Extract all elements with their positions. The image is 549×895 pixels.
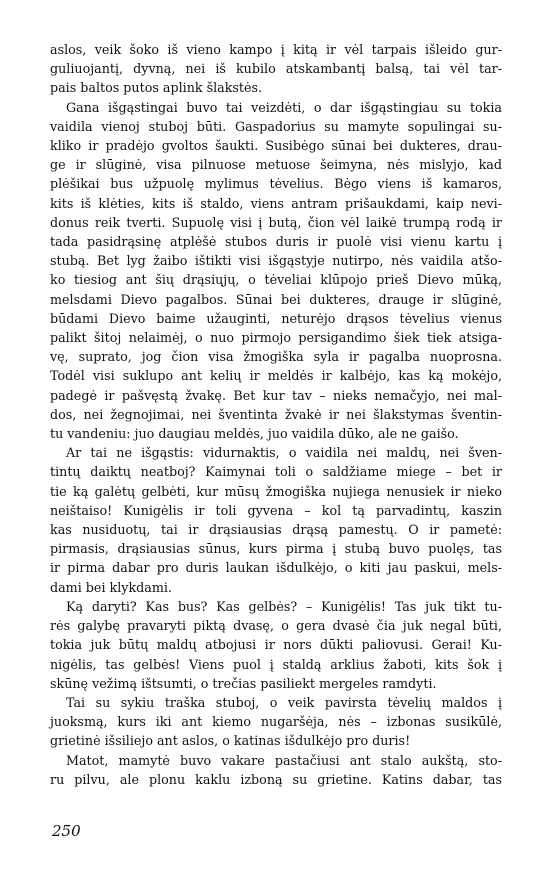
text-line: pirmasis, drąsiausias sūnus, kurs pirma į stubą buvo puolęs, tas — [50, 541, 502, 557]
text-line: tintų daiktų neatboj? Kaimynai toli o saldžiame miege – bet ir — [50, 464, 502, 480]
text-line: Gana išgąstingai buvo tai veizdėti, o dar išgąstingiau su tokia — [66, 99, 502, 115]
text-line: ir pirma dabar pro duris laukan išdulkėjo, o kiti jau paskui, mels- — [50, 560, 502, 576]
text-line: neištaiso! Kunigėlis ir toli gyvena – kol tą parvadintų, kaszin — [50, 502, 502, 518]
text-line: Tai su sykiu traška stuboj, o veik pavirsta tėvelių maldos į — [66, 694, 502, 710]
text-line: tada pasidrąsinę atplėšė stubos duris ir puolė visi vienu kartu į — [50, 234, 502, 250]
text-line: vę, suprato, jog čion visa žmogiška syla ir pagalba nuoprosna. — [50, 349, 502, 365]
text-line: skūnę vežimą ištsumti, o trečias pasiliekt mergeles ramdyti. — [50, 675, 437, 691]
text-line: ru pilvu, ale plonu kaklu izboną su grietine. Katins dabar, tas — [50, 771, 502, 787]
text-line: tu vandeniu: juo daugiau meldės, juo vaidila dūko, ale ne gaišo. — [50, 426, 459, 442]
text-line: dos, nei žegnojimai, nei šventinta žvakė ir nei šlakstymas šventin- — [50, 406, 502, 422]
text-line: palikt šitoj nelaimėj, o nuo pirmojo persigandimo šiek tiek atsiga- — [50, 330, 502, 346]
text-line: stubą. Bet lyg žaibo ištikti visi išgąstyje nutirpo, nės vaidila atšo- — [50, 253, 502, 269]
body-text — [50, 40, 502, 789]
text-line: Ar tai ne išgąstis: vidurnaktis, o vaidila nei maldų, nei šven- — [66, 445, 502, 461]
text-line: kas nusiduotų, tai ir drąsiausias drąsą pamestų. O ir pametė: — [50, 522, 502, 538]
text-line: tokia juk būtų maldų atbojusi ir nors dūkti paliovusi. Gerai! Ku- — [50, 637, 502, 653]
text-line: padegė ir pašvęstą žvakę. Bet kur tav – nieks nemačyjo, nei mal- — [50, 387, 502, 403]
text-line: Matot, mamytė buvo vakare pastačiusi ant stalo aukštą, sto- — [66, 752, 502, 768]
text-line: ge ir slūginė, visa pilnuose metuose šeimyna, nės mislyjo, kad — [50, 157, 502, 173]
text-line: aslos, veik šoko iš vieno kampo į kitą ir vėl tarpais išleido gur- — [50, 42, 502, 57]
text-line: dami bei klykdami. — [50, 579, 172, 595]
text-line: melsdami Dievo pagalbos. Sūnai bei dukteres, drauge ir slūginė, — [50, 291, 502, 307]
text-line: nigėlis, tas gelbės! Viens puol į staldą arklius žaboti, kits šok į — [50, 656, 502, 672]
text-line: vaidila vienoj stuboj būti. Gaspadorius su mamyte sopulingai su- — [50, 118, 502, 134]
text-line: donus reik tverti. Supuolę visi į butą, čion vėl laikė trumpą rodą ir — [50, 214, 502, 230]
text-line: guliuojantį, dyvną, nei iš kubilo atskambantį balsą, tai vėl tar- — [50, 61, 502, 77]
text-line: grietinė išsiliejo ant aslos, o katinas išdulkėjo pro duris! — [50, 733, 411, 749]
text-line: plėšikai bus užpuolę mylimus tėvelius. Bėgo viens iš kamaros, — [50, 176, 502, 192]
text-line: kits iš klėties, kits iš staldo, viens antram prišaukdami, kaip nevi- — [50, 195, 502, 211]
text-line: Ką daryti? Kas bus? Kas gelbės? – Kunigėlis! Tas juk tikt tu- — [66, 598, 502, 614]
text-line: rės galybę pravaryti piktą dvasę, o gera dvasė čia juk negal būti, — [50, 618, 502, 634]
text-line: būdami Dievo baime užauginti, neturėjo drąsos tėvelius vienus — [50, 310, 502, 326]
text-line: pais baltos putos aplink šlakstės. — [50, 80, 263, 96]
text-line: juoksmą, kurs iki ant kiemo nugaršėja, nės – izbonas susikūlė, — [50, 714, 502, 730]
text-line: Todėl visi suklupo ant kelių ir meldės ir kalbėjo, kas ką mokėjo, — [50, 368, 502, 384]
text-line: kliko ir pradėjo gvoltos šaukti. Susibėgo sūnai bei dukteres, drau- — [50, 138, 502, 154]
text-line: ko tiesiog ant šių drąsiųjų, o tėveliai klūpojo prieš Dievo mūką, — [50, 272, 502, 288]
page-number: 250 — [52, 822, 81, 840]
text-line: tie ką galėtų gelbėti, kur mūsų žmogiška nujiega nenusiek ir nieko — [50, 483, 502, 499]
